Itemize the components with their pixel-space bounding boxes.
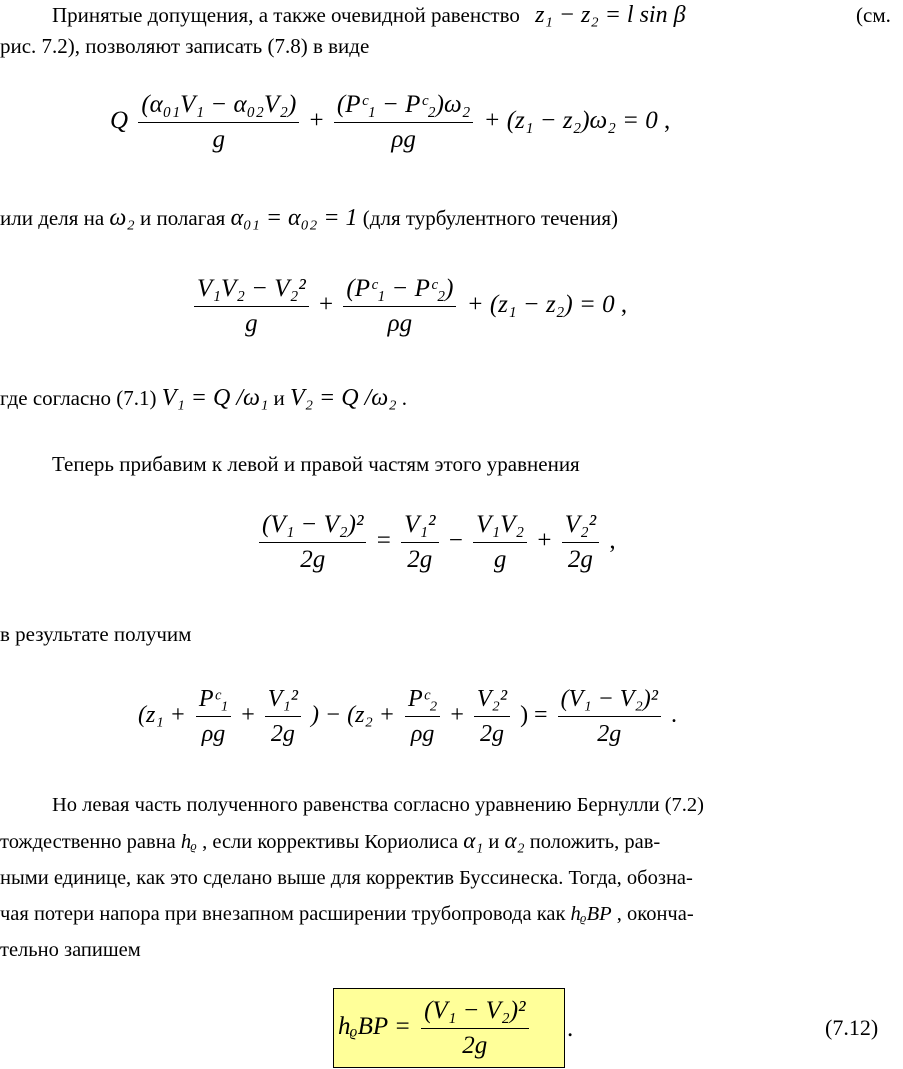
- bernoulli-h: hᵨ: [180, 831, 197, 853]
- eq2-fraction-1: [194, 272, 309, 341]
- divide-text-1: или деля на: [0, 206, 105, 230]
- eq1-frac2-den: ρg: [391, 126, 416, 153]
- bernoulli-h-bp: hᵨBP: [570, 903, 612, 925]
- eq4-frac4-num: V₂²: [474, 682, 510, 717]
- eq3-minus: −: [448, 527, 463, 555]
- eq2-frac1-den: g: [245, 310, 258, 337]
- bernoulli-line2-c: положить, рав-: [529, 831, 661, 853]
- eq3-plus: +: [537, 527, 552, 555]
- eq1-frac2-num: (Pᶜ₁ − Pᶜ₂)ω₂: [334, 88, 473, 123]
- bernoulli-line4-b: , оконча-: [616, 903, 694, 925]
- eq1-frac1-den: g: [212, 126, 226, 153]
- eq4-frac2-den: 2g: [270, 721, 295, 747]
- eq3-end: ,: [609, 527, 616, 555]
- intro-formula: z₁ − z₂ = l sin β: [535, 2, 686, 28]
- eq4-frac1-num: Pᶜ₁: [196, 682, 231, 717]
- divide-omega: ω₂: [109, 205, 135, 231]
- eq4-plus-1: +: [241, 702, 255, 729]
- eq5-frac-den: 2g: [462, 1032, 488, 1059]
- eq3-frac4-num: V₂²: [562, 508, 599, 543]
- bernoulli-line-1: Но левая часть полученного равенства согласно уравнению Бернулли (7.2): [52, 794, 704, 816]
- eq5-end: .: [567, 1015, 574, 1042]
- eq3-frac2-den: 2g: [407, 546, 433, 573]
- eq2-plus: +: [319, 291, 334, 319]
- eq1-fraction-2: [334, 88, 473, 157]
- eq3-fraction-2: [401, 508, 438, 577]
- divide-formula: α₀₁ = α₀₂ = 1: [230, 205, 358, 231]
- bernoulli-alpha-1: α₁: [463, 828, 484, 853]
- eq4-fraction-1: [196, 682, 231, 751]
- divide-text-3: (для турбулентного течения): [362, 206, 618, 230]
- eq3-frac1-den: 2g: [300, 546, 326, 573]
- equation-2: [190, 272, 627, 341]
- eq4-frac5-den: 2g: [597, 721, 622, 747]
- eq4-frac4-den: 2g: [479, 721, 504, 747]
- eq4-mid: ) − (z₂ +: [310, 702, 395, 729]
- result-text: в результате получим: [0, 622, 192, 646]
- bernoulli-line4-a: чая потери напора при внезапном расширении трубопровода как: [0, 903, 566, 925]
- eq3-frac3-num: V₁V₂: [473, 508, 527, 543]
- paragraph-bernoulli: [0, 787, 903, 968]
- eq2-tail: + (z₁ − z₂) = 0: [466, 291, 615, 319]
- equation-1: [110, 88, 670, 157]
- eq1-lead: Q: [110, 107, 129, 135]
- eq2-frac2-num: (Pᶜ₁ − Pᶜ₂): [343, 272, 456, 307]
- eq4-frac5-num: (V₁ − V₂)²: [558, 682, 661, 717]
- equation-7-12: [338, 994, 533, 1063]
- eq3-frac1-num: (V₁ − V₂)²: [259, 508, 366, 543]
- intro-line2: рис. 7.2), позволяют записать (7.8) в виде: [0, 34, 370, 58]
- eq5-lhs: hᵨBP =: [338, 1013, 411, 1041]
- divide-text-2: и полагая: [139, 206, 226, 230]
- intro-end: (см.: [856, 3, 891, 27]
- eq3-frac4-den: 2g: [567, 546, 593, 573]
- eq2-frac2-den: ρg: [387, 310, 413, 337]
- where-and: и: [273, 386, 285, 410]
- eq1-tail: + (z₁ − z₂)ω₂ = 0: [483, 107, 658, 135]
- bernoulli-line2-b: , если коррективы Кориолиса: [202, 831, 459, 853]
- eq4-frac3-den: ρg: [410, 721, 435, 747]
- eq4-frac3-num: Pᶜ₂: [405, 682, 440, 717]
- bernoulli-line-4: [0, 896, 903, 932]
- eq3-equals: =: [376, 527, 391, 555]
- eq1-end: ,: [664, 107, 671, 135]
- paragraph-divide: [0, 203, 903, 234]
- eq2-end: ,: [620, 291, 628, 319]
- where-end: .: [401, 386, 408, 410]
- eq2-fraction-2: [343, 272, 456, 341]
- equation-number: (7.12): [825, 1015, 879, 1040]
- eq5-frac-num: (V₁ − V₂)²: [421, 994, 528, 1029]
- now-add-text: Теперь прибавим к левой и правой частям этого уравнения: [52, 452, 580, 476]
- eq1-fraction-1: [138, 88, 299, 157]
- bernoulli-line2-a: тождественно равна: [0, 831, 176, 853]
- eq4-close: ) =: [520, 702, 548, 729]
- eq3-frac2-num: V₁²: [401, 508, 438, 543]
- bernoulli-line-2: [0, 823, 903, 860]
- paragraph-now-add: [52, 449, 903, 480]
- where-formula-2: V₂ = Q /ω₂: [290, 385, 397, 411]
- eq1-plus: +: [309, 107, 324, 135]
- eq3-fraction-3: [473, 508, 527, 577]
- bernoulli-alpha-2: α₂: [504, 828, 525, 853]
- bernoulli-line-3: ными единице, как это сделано выше для корректив Буссинеска. Тогда, обозна-: [0, 867, 693, 889]
- eq3-fraction-4: [562, 508, 599, 577]
- eq4-open: (z₁ +: [138, 702, 186, 729]
- eq3-frac3-den: g: [493, 546, 507, 573]
- equation-4: [138, 682, 677, 751]
- where-text: где согласно (7.1): [0, 386, 157, 410]
- eq5-fraction: [421, 994, 528, 1063]
- eq4-plus-2: +: [450, 702, 464, 729]
- paragraph-where: [0, 383, 903, 414]
- eq2-frac1-num: V₁V₂ − V₂²: [194, 272, 309, 307]
- bernoulli-line-5: тельно запишем: [0, 939, 141, 961]
- eq1-frac1-num: (α₀₁V₁ − α₀₂V₂): [138, 88, 299, 123]
- eq4-fraction-3: [405, 682, 440, 751]
- where-formula-1: V₁ = Q /ω₁: [161, 385, 269, 411]
- eq4-frac2-num: V₁²: [265, 682, 301, 717]
- eq4-frac1-den: ρg: [201, 721, 226, 747]
- eq4-fraction-5: [558, 682, 661, 751]
- paragraph-result: [0, 619, 903, 650]
- eq3-fraction-1: [259, 508, 366, 577]
- eq4-fraction-2: [265, 682, 301, 751]
- intro-text: Принятые допущения, а также очевидной равенство: [52, 3, 520, 27]
- eq4-fraction-4: [474, 682, 510, 751]
- eq4-end: .: [670, 702, 677, 729]
- equation-3: [255, 508, 616, 577]
- bernoulli-and: и: [488, 831, 500, 853]
